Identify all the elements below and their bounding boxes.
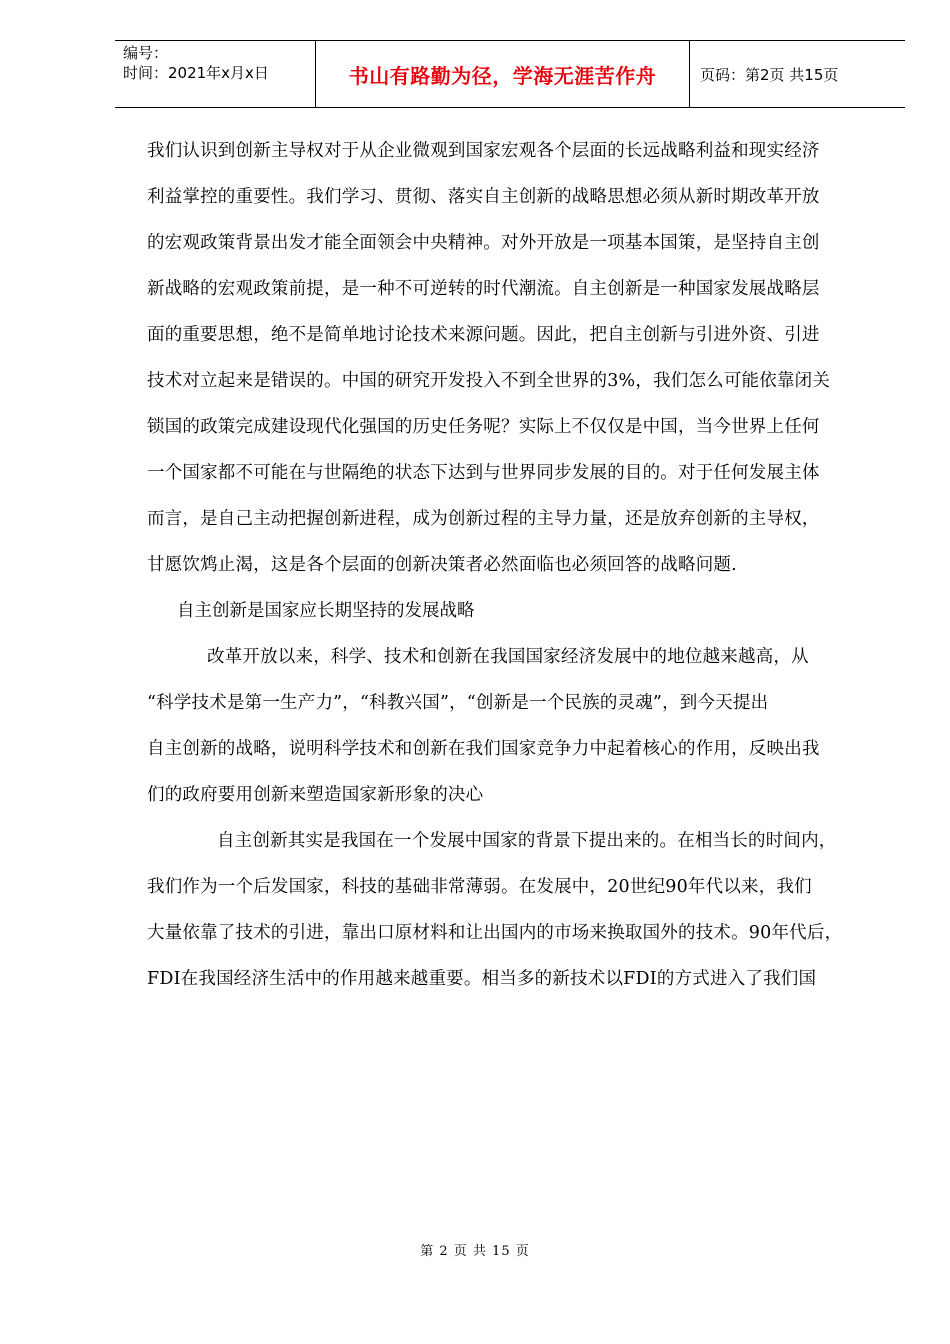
paragraph-line: 新战略的宏观政策前提，是一种不可逆转的时代潮流。自主创新是一种国家发展战略层 bbox=[147, 279, 820, 299]
motto-text: 书山有路勤为径，学海无涯苦作舟 bbox=[348, 63, 657, 88]
paragraph-line: 大量依靠了技术的引进，靠出口原材料和让出国内的市场来换取国外的技术。90年代后， bbox=[147, 923, 843, 943]
page-info-text: 页码：第2页 共15页 bbox=[700, 65, 839, 84]
paragraph-line: 一个国家都不可能在与世隔绝的状态下达到与世界同步发展的目的。对于任何发展主体 bbox=[147, 463, 820, 483]
header-page-info bbox=[690, 41, 905, 107]
header-motto bbox=[316, 41, 690, 107]
paragraph-line: “科学技术是第一生产力”，“科教兴国”，“创新是一个民族的灵魂”，到今天提出 bbox=[147, 693, 769, 713]
paragraph-line: 技术对立起来是错误的。中国的研究开发投入不到全世界的3%，我们怎么可能依靠闭关 bbox=[147, 371, 831, 391]
paragraph-line: 我们认识到创新主导权对于从企业微观到国家宏观各个层面的长远战略利益和现实经济 bbox=[147, 141, 820, 161]
document-number-label: 编号： bbox=[123, 44, 169, 62]
document-body bbox=[147, 128, 887, 1002]
paragraph-line: FDI在我国经济生活中的作用越来越重要。相当多的新技术以FDI的方式进入了我们国 bbox=[147, 969, 817, 989]
paragraph-1 bbox=[147, 128, 887, 588]
paragraph-line: 的宏观政策背景出发才能全面领会中央精神。对外开放是一项基本国策，是坚持自主创 bbox=[147, 233, 820, 253]
paragraph-line: 改革开放以来，科学、技术和创新在我国国家经济发展中的地位越来越高，从 bbox=[207, 647, 809, 667]
paragraph-line: 利益掌控的重要性。我们学习、贯彻、落实自主创新的战略思想必须从新时期改革开放 bbox=[147, 187, 820, 207]
paragraph-line: 而言，是自己主动把握创新进程，成为创新过程的主导力量，还是放弃创新的主导权， bbox=[147, 509, 820, 529]
section-heading: 自主创新是国家应长期坚持的发展战略 bbox=[177, 601, 475, 621]
paragraph-line: 面的重要思想，绝不是简单地讨论技术来源问题。因此，把自主创新与引进外资、引进 bbox=[147, 325, 820, 345]
page-footer: 第 2 页 共 15 页 bbox=[420, 1244, 530, 1259]
page-header bbox=[115, 40, 905, 108]
paragraph-3 bbox=[147, 818, 887, 1002]
paragraph-line: 我们作为一个后发国家，科技的基础非常薄弱。在发展中，20世纪90年代以来，我们 bbox=[147, 877, 812, 897]
paragraph-line: 锁国的政策完成建设现代化强国的历史任务呢？实际上不仅仅是中国，当今世界上任何 bbox=[147, 417, 820, 437]
paragraph-line: 们的政府要用创新来塑造国家新形象的决心 bbox=[147, 785, 484, 805]
paragraph-2 bbox=[147, 634, 887, 818]
paragraph-line: 自主创新其实是我国在一个发展中国家的背景下提出来的。在相当长的时间内， bbox=[217, 831, 837, 851]
document-time-label: 时间：2021年x月x日 bbox=[123, 64, 269, 82]
paragraph-line: 自主创新的战略，说明科学技术和创新在我们国家竞争力中起着核心的作用，反映出我 bbox=[147, 739, 820, 759]
header-meta bbox=[115, 41, 316, 107]
paragraph-line: 甘愿饮鸩止渴，这是各个层面的创新决策者必然面临也必须回答的战略问题. bbox=[147, 555, 737, 575]
